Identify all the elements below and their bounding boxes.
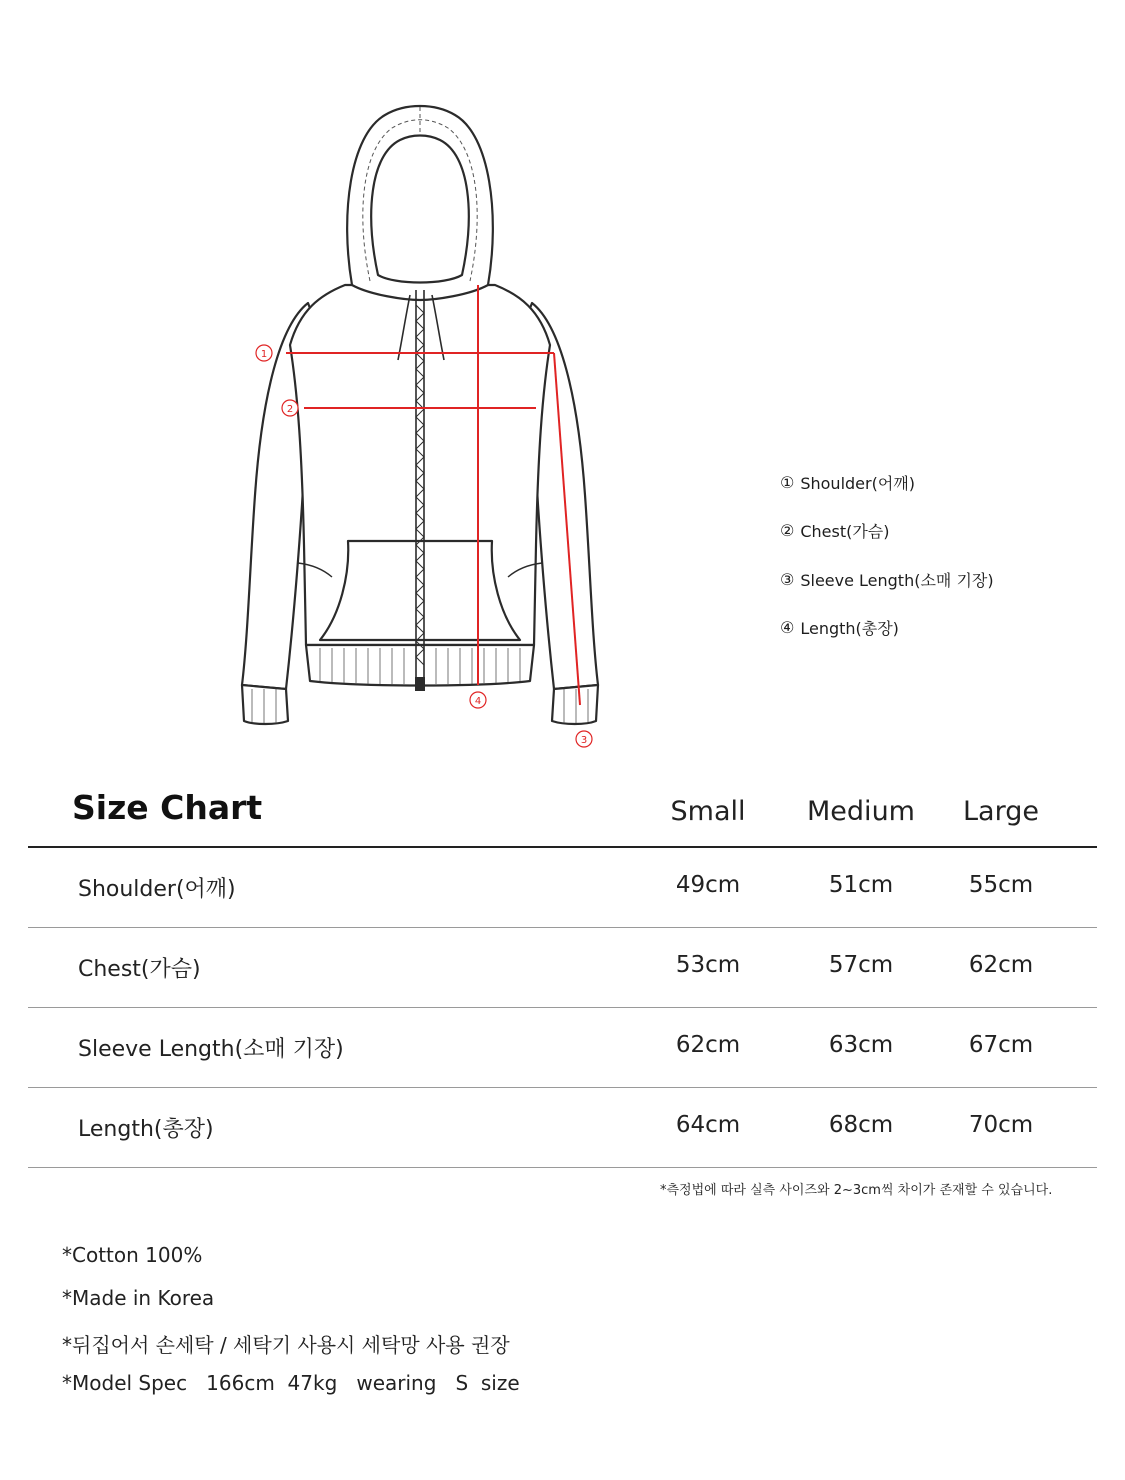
table-cell: 68cm	[828, 1112, 894, 1138]
table-row	[28, 1088, 1097, 1168]
legend-item	[780, 507, 1080, 556]
legend-label: Length(총장)	[800, 619, 899, 639]
hoodie-diagram	[220, 95, 620, 755]
marker-2: 2	[286, 404, 294, 415]
column-header-medium: Medium	[807, 796, 915, 827]
legend-item	[780, 604, 1080, 653]
row-label: Sleeve Length(소매 기장)	[78, 1037, 344, 1062]
table-cell: 63cm	[828, 1032, 894, 1058]
legend-label: Sleeve Length(소매 기장)	[800, 570, 994, 590]
zipper-pull	[415, 677, 425, 691]
size-chart-title: Size Chart	[72, 788, 263, 827]
column-header-large: Large	[963, 796, 1039, 827]
table-cell: 62cm	[675, 1032, 741, 1058]
legend-number: ①	[780, 472, 795, 492]
legend-number: ④	[780, 618, 795, 638]
info-origin: *Made in Korea	[62, 1286, 215, 1310]
table-cell: 57cm	[828, 952, 894, 978]
table-cell: 62cm	[968, 952, 1034, 978]
table-row	[28, 928, 1097, 1008]
column-header-small: Small	[670, 796, 746, 827]
table-cell: 53cm	[675, 952, 741, 978]
table-cell: 70cm	[968, 1112, 1034, 1138]
legend-item	[780, 555, 1080, 604]
marker-4: 4	[474, 696, 482, 707]
measurement-legend	[780, 458, 1080, 652]
legend-number: ②	[780, 521, 795, 541]
marker-3: 3	[580, 735, 588, 746]
legend-label: Shoulder(어깨)	[800, 473, 915, 493]
legend-item	[780, 458, 1080, 507]
measurement-note: *측정법에 따라 실측 사이즈와 2~3cm씩 차이가 존재할 수 있습니다.	[660, 1183, 1053, 1198]
table-row	[28, 848, 1097, 928]
table-cell: 55cm	[968, 872, 1034, 898]
info-material: *Cotton 100%	[62, 1243, 203, 1267]
table-row	[28, 1008, 1097, 1088]
legend-label: Chest(가슴)	[800, 522, 890, 542]
info-model-spec: *Model Spec 166cm 47kg wearing S size	[62, 1371, 520, 1395]
table-cell: 64cm	[675, 1112, 741, 1138]
row-label: Shoulder(어깨)	[78, 877, 236, 902]
table-cell: 49cm	[675, 872, 741, 898]
table-cell: 67cm	[968, 1032, 1034, 1058]
marker-1: 1	[260, 349, 268, 360]
row-label: Chest(가슴)	[78, 957, 201, 982]
legend-number: ③	[780, 569, 795, 589]
info-care: *뒤집어서 손세탁 / 세탁기 사용시 세탁망 사용 권장	[62, 1333, 510, 1357]
row-label: Length(총장)	[78, 1117, 214, 1142]
table-cell: 51cm	[828, 872, 894, 898]
